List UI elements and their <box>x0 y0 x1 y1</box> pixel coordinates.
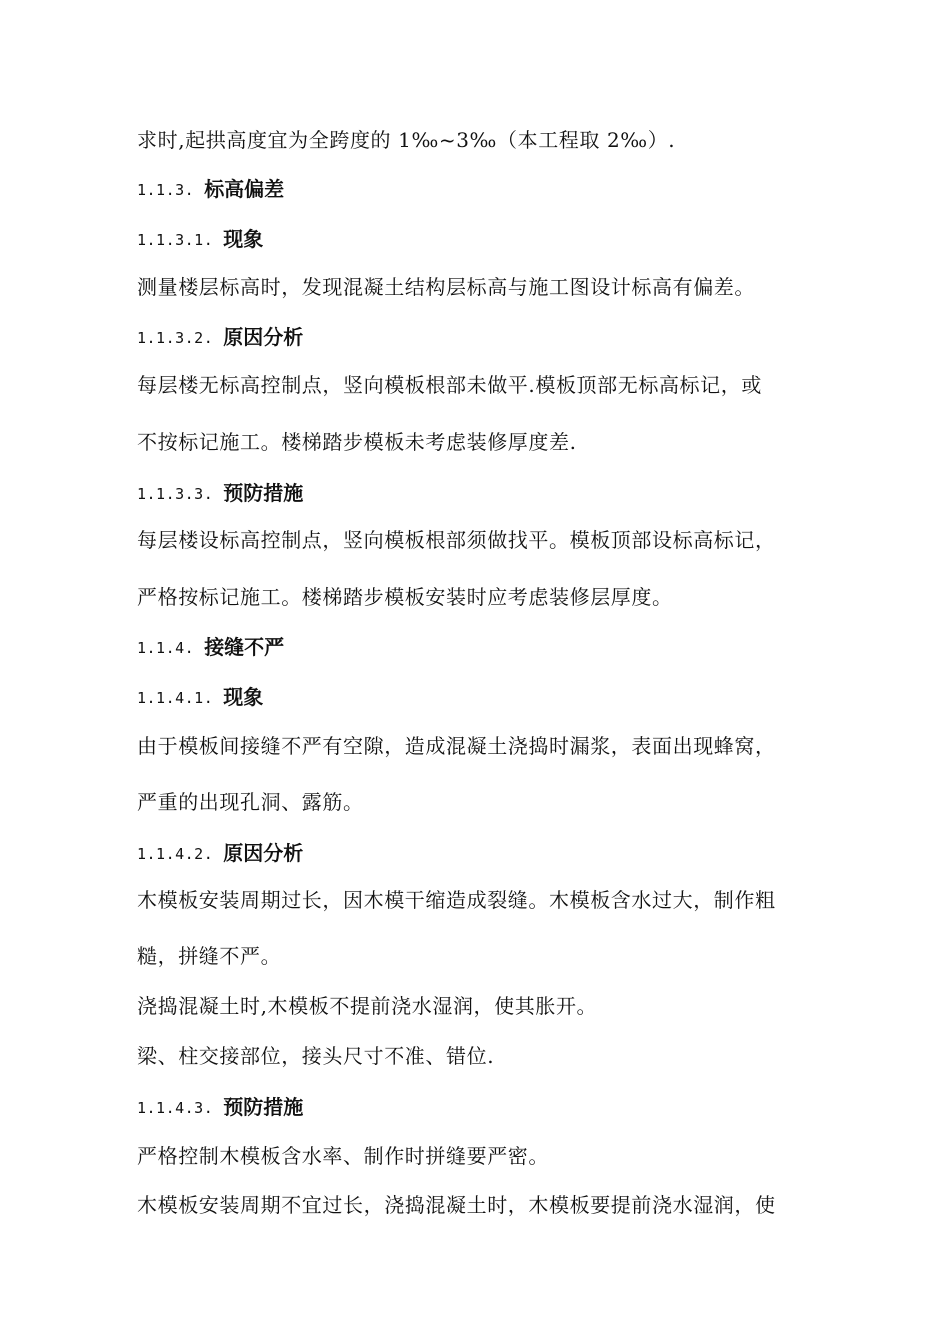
section-heading <box>137 634 284 661</box>
paragraph-line: 每层楼无标高控制点，竖向模板根部未做平.模板顶部无标高标记，或 <box>137 373 762 397</box>
section-title: 原因分析 <box>223 325 304 349</box>
paragraph-line: 由于模板间接缝不严有空隙，造成混凝土浇捣时漏浆，表面出现蜂窝， <box>137 734 776 758</box>
section-heading <box>137 176 284 203</box>
paragraph-line: 严格控制木模板含水率、制作时拼缝要严密。 <box>137 1144 549 1168</box>
section-title: 预防措施 <box>223 481 304 505</box>
section-title: 标高偏差 <box>204 177 285 201</box>
section-title: 现象 <box>223 685 264 709</box>
paragraph-line: 每层楼设标高控制点，竖向模板根部须做找平。模板顶部设标高标记， <box>137 528 776 552</box>
section-number: 1.1.4.1. <box>137 689 214 707</box>
paragraph-line: 求时,起拱高度宜为全跨度的 1‰~3‰（本工程取 2‰）. <box>137 128 676 152</box>
section-heading <box>137 684 263 711</box>
section-title: 接缝不严 <box>204 635 285 659</box>
section-heading <box>137 226 263 253</box>
paragraph-line: 浇捣混凝土时,木模板不提前浇水湿润，使其胀开。 <box>137 994 598 1018</box>
paragraph-line: 糙，拼缝不严。 <box>137 944 282 968</box>
section-number: 1.1.3.3. <box>137 485 214 503</box>
paragraph-line: 测量楼层标高时，发现混凝土结构层标高与施工图设计标高有偏差。 <box>137 275 755 299</box>
paragraph-line: 不按标记施工。楼梯踏步模板未考虑装修厚度差. <box>137 430 577 454</box>
paragraph-line: 木模板安装周期不宜过长，浇捣混凝土时，木模板要提前浇水湿润，使 <box>137 1193 776 1217</box>
section-title: 原因分析 <box>223 841 304 865</box>
section-number: 1.1.3.1. <box>137 231 214 249</box>
section-title: 现象 <box>223 227 264 251</box>
section-heading <box>137 480 303 507</box>
section-number: 1.1.4.2. <box>137 845 214 863</box>
paragraph-line: 严重的出现孔洞、露筋。 <box>137 790 364 814</box>
section-number: 1.1.3.2. <box>137 329 214 347</box>
paragraph-line: 严格按标记施工。楼梯踏步模板安装时应考虑装修层厚度。 <box>137 585 673 609</box>
paragraph-line: 梁、柱交接部位，接头尺寸不准、错位. <box>137 1044 495 1068</box>
paragraph-line: 木模板安装周期过长，因木模干缩造成裂缝。木模板含水过大，制作粗 <box>137 888 776 912</box>
section-number: 1.1.4. <box>137 639 195 657</box>
section-heading <box>137 1094 303 1121</box>
section-heading <box>137 840 303 867</box>
section-number: 1.1.4.3. <box>137 1099 214 1117</box>
section-number: 1.1.3. <box>137 181 195 199</box>
section-heading <box>137 324 303 351</box>
section-title: 预防措施 <box>223 1095 304 1119</box>
